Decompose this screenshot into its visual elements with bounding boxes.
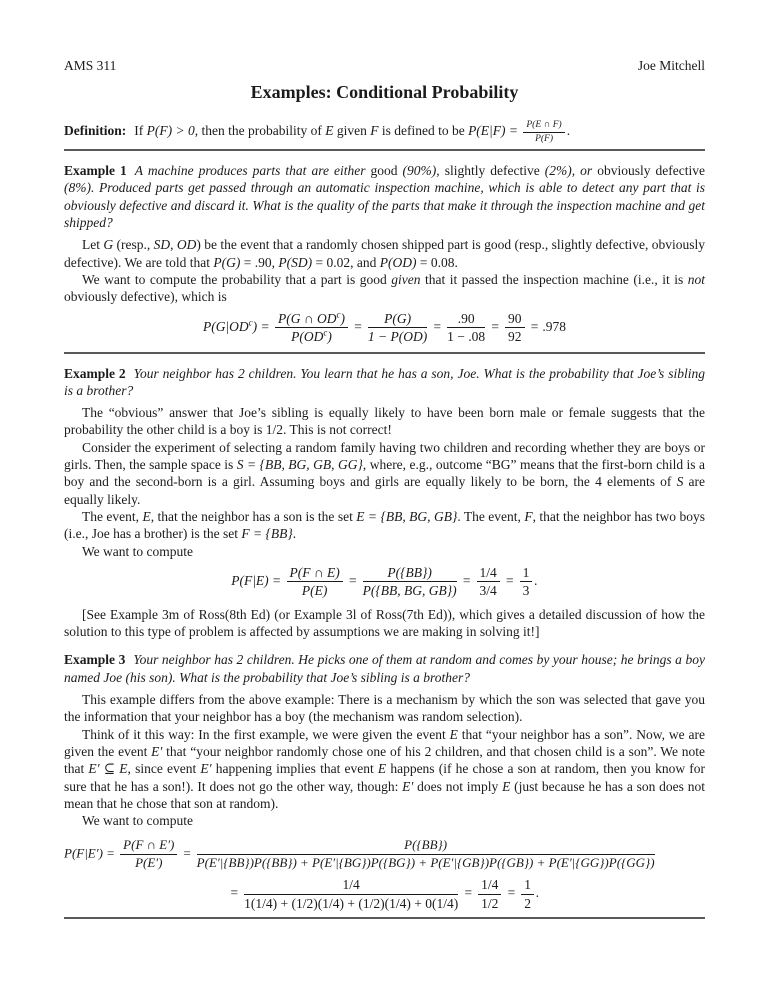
text-segment: E [502,778,511,794]
text-segment: = [229,885,243,901]
example1-paragraph-1 [64,236,705,271]
text-segment: P(E|F) = [468,123,522,139]
text-segment: = [503,885,520,901]
text-segment: . The event, [457,508,525,524]
fraction [285,565,345,599]
text-segment: given [333,123,371,139]
text-segment: obviously defective), which is [64,289,227,305]
text-segment: good [370,163,398,179]
text-segment: P(F|E) = [231,572,285,588]
example2-paragraph-1 [64,404,705,439]
text-segment: P({BB}) [404,837,448,853]
text-segment: E = {BB, BG, GB} [356,508,458,524]
text-segment: We want to compute the probability that a part is good [82,271,392,287]
text-segment: 2 [524,895,531,911]
text-segment: Let [82,237,104,253]
text-segment: Your neighbor has 2 children. He picks one of them at random and comes by your house; he brings a boy named Joe (his son). What is the probability that Joe’s sibling is a brother? [64,652,705,685]
example3-paragraph-2 [64,726,705,812]
text-segment: P(E′|{BB})P({BB}) + P(E′|{BG})P({BG}) + P(E′|{GB})P({GB}) + P(E′|{GG})P({GG}) [196,855,655,871]
text-segment: slightly defective [444,163,540,179]
text-segment: , [170,237,177,253]
text-segment: = [179,845,195,861]
text-segment: ) [340,310,346,326]
fraction [519,877,536,911]
text-segment: Example 3 [64,652,126,668]
text-segment: Your neighbor has 2 children. You learn that he has a son, Joe. What is the probability that Joe’s sibling is a brother? [64,365,705,398]
text-segment: = [458,572,475,588]
text-segment: (just because he has a son does not mean that he chose that son at random). [64,778,705,811]
text-segment: , then the probability of [194,123,326,139]
text-segment: E [142,508,151,524]
text-segment: . [566,123,571,139]
example1-paragraph-2 [64,271,705,306]
text-segment: P(G) [384,310,412,326]
equation-1 [64,311,705,345]
text-segment: P(G) [213,254,241,270]
text-segment: E [449,726,458,742]
text-segment: 1 [522,564,530,580]
text-segment: 1 − P(OD) [367,329,428,345]
fraction [195,838,657,871]
text-segment: = 0.02, and [312,254,380,270]
equation-2 [64,565,705,599]
text-segment: This example differs from the above example: There is a mechanism by which the son was selected that gave you the information that your neighbor has a boy (the mechanism was random selection). [64,692,705,725]
text-segment: , where, e.g., outcome “BG” means that the first-born child is a boy and the second-born is a girl. Assuming boys and girls are equally likely to be born, the 4 elements of [64,457,705,490]
text-segment: happens (if he chose a son at random, then you know for sure that he has a son!). It does not go the other way, though: [64,761,705,794]
text-segment: We want to compute [82,543,194,559]
example2-reference-note [64,606,705,641]
text-segment: Think of it this way: In the first example, we were given the event [82,726,450,742]
text-segment: F [524,508,533,524]
text-segment: Example 1 [64,163,127,179]
document-header [64,57,705,74]
text-segment: SD [153,237,171,253]
text-segment: P(E′) [135,855,163,871]
text-segment: 1/4 [479,564,497,580]
example3-heading [64,651,705,686]
text-segment: = [460,885,477,901]
text-segment: S = {BB, BG, GB, GG} [236,457,363,473]
text-segment: P(G ∩ OD [278,310,337,326]
text-segment: F [370,123,379,139]
text-segment: P(F|E′) = [64,845,119,861]
text-segment: = [350,318,366,334]
text-segment: . [292,526,297,542]
text-segment: (90%), [397,163,445,179]
text-segment: [See Example 3m of Ross(8th Ed) (or Example 3l of Ross(7th Ed)), which gives a detailed discussion of how the solution to this type of problem is affected by assumptions we are making in solving it!] [64,606,705,640]
text-segment: Example 2 [64,365,126,381]
fraction [361,565,459,599]
text-segment: E′ [200,761,212,777]
example3-paragraph-1 [64,691,705,726]
text-segment: 3/4 [479,583,497,599]
text-segment: ) [327,329,332,345]
text-segment: P(SD) [278,254,313,270]
text-segment: . [534,572,538,588]
text-segment: ) = [252,318,274,334]
text-segment: that “your neighbor has a son”. Now, we are given the event [64,726,705,759]
example2-paragraph-2 [64,439,705,508]
text-segment: P(OD) [379,254,417,270]
text-segment: (resp., [113,237,154,253]
text-segment: 90 [508,310,522,326]
text-segment: P(E ∩ F) [526,120,562,131]
author-label: Joe Mitchell [637,58,705,73]
text-segment: P(OD [291,329,324,345]
text-segment: .978 [542,318,567,334]
text-segment: , since event [127,761,201,777]
text-segment: OD [176,237,197,253]
equation-3-line-1 [64,838,705,871]
fraction [521,120,566,144]
text-segment: P(F ∩ E′) [123,837,175,853]
text-segment: = [344,572,361,588]
text-segment: P(E) [301,583,328,599]
text-segment: does not imply [413,778,503,794]
text-segment: given [391,271,421,287]
page-title: Examples: Conditional Probability [250,82,519,103]
text-segment: 1(1/4) + (1/2)(1/4) + (1/2)(1/4) + 0(1/4) [244,895,459,911]
equation-3-line-2 [64,877,705,911]
example1-heading [64,162,705,231]
text-segment: obviously defective [597,163,705,179]
text-segment: (2%), or [539,163,598,179]
section-divider [64,149,705,151]
example3-paragraph-3 [64,812,705,829]
text-segment: ) be the event that a randomly chosen shipped part is good (resp., slightly defective, obviously defective). We are told that [64,237,705,270]
superscript: c [323,327,328,338]
text-segment: E [325,123,334,139]
superscript: c [248,317,253,328]
example2-heading [64,365,705,400]
example2-paragraph-4 [64,543,705,560]
text-segment: 3 [522,583,530,599]
text-segment: E′ [151,743,163,759]
text-segment: G [103,237,114,253]
fraction [445,311,487,345]
fraction [273,311,350,345]
text-segment: E [377,761,387,777]
text-segment: 92 [508,329,522,345]
text-segment: not [687,271,705,287]
text-segment: E′ [402,778,414,794]
fraction [518,564,538,599]
text-segment: The event, [82,508,143,524]
text-segment: P(F) > 0 [146,123,195,139]
fraction [118,838,179,871]
text-segment: P(F ∩ E) [289,564,340,580]
text-segment: 1 [524,877,531,893]
fraction [242,877,460,911]
text-segment: 1 − .08 [447,329,486,345]
text-segment: P(G|OD [202,318,249,334]
fraction [366,311,429,345]
text-segment: happening implies that event [211,761,378,777]
text-segment: = [429,318,446,334]
text-segment: = [526,318,543,334]
course-label: AMS 311 [64,58,117,73]
text-segment: (8%). Produced parts get passed through an automatic inspection machine, which is able to detect any part that is obviously defective and discard it. What is the quality of the parts that make it through the inspection machine and get shipped? [64,180,705,231]
text-segment: A machine produces parts that are either [134,163,371,179]
text-segment: .90 [457,310,475,326]
text-segment: Consider the experiment of selecting a random family having two children and recording whether they are boys or girls. Then, the sample space is [64,439,705,473]
text-segment: P({BB, BG, GB}) [362,583,457,599]
text-segment: that it passed the inspection machine (i.e., it is [420,271,688,287]
text-segment: 1/4 [481,877,499,893]
text-segment: = [501,572,518,588]
definition-line [64,120,705,144]
text-segment: P(F) [535,133,554,144]
text-segment: = 0.08. [416,254,458,270]
text-segment: F = {BB} [241,526,293,542]
fraction [476,877,503,911]
text-segment: S [676,474,684,490]
text-segment: P({BB}) [387,564,432,580]
text-segment: , that the neighbor has two boys (i.e., Joe has a brother) is the set [64,508,705,542]
text-segment: , that the neighbor has a son is the set [150,508,357,524]
fraction [475,565,502,599]
section-divider [64,352,705,354]
text-segment: 1/2 [481,895,499,911]
text-segment: . [535,885,540,901]
text-segment: If [134,123,147,139]
text-segment: = [487,318,504,334]
text-segment: E′ ⊆ E [88,761,128,777]
superscript: c [336,309,341,320]
fraction [503,311,527,345]
text-segment: Definition: [64,123,127,139]
text-segment: is defined to be [378,123,469,139]
text-segment: 1/4 [342,877,360,893]
text-segment: The “obvious” answer that Joe’s sibling is equally likely to have been born male or female suggests that the probability the other child is a boy is 1/2. This is not correct! [64,405,705,438]
text-segment: = .90, [240,254,279,270]
text-segment: are equally likely. [64,474,705,507]
text-segment: that “your neighbor randomly chose one of his 2 children, and that chosen child is a son”. We note that [64,743,705,777]
bottom-whitespace [64,919,705,994]
text-segment: We want to compute [82,813,194,829]
example2-paragraph-3 [64,508,705,543]
